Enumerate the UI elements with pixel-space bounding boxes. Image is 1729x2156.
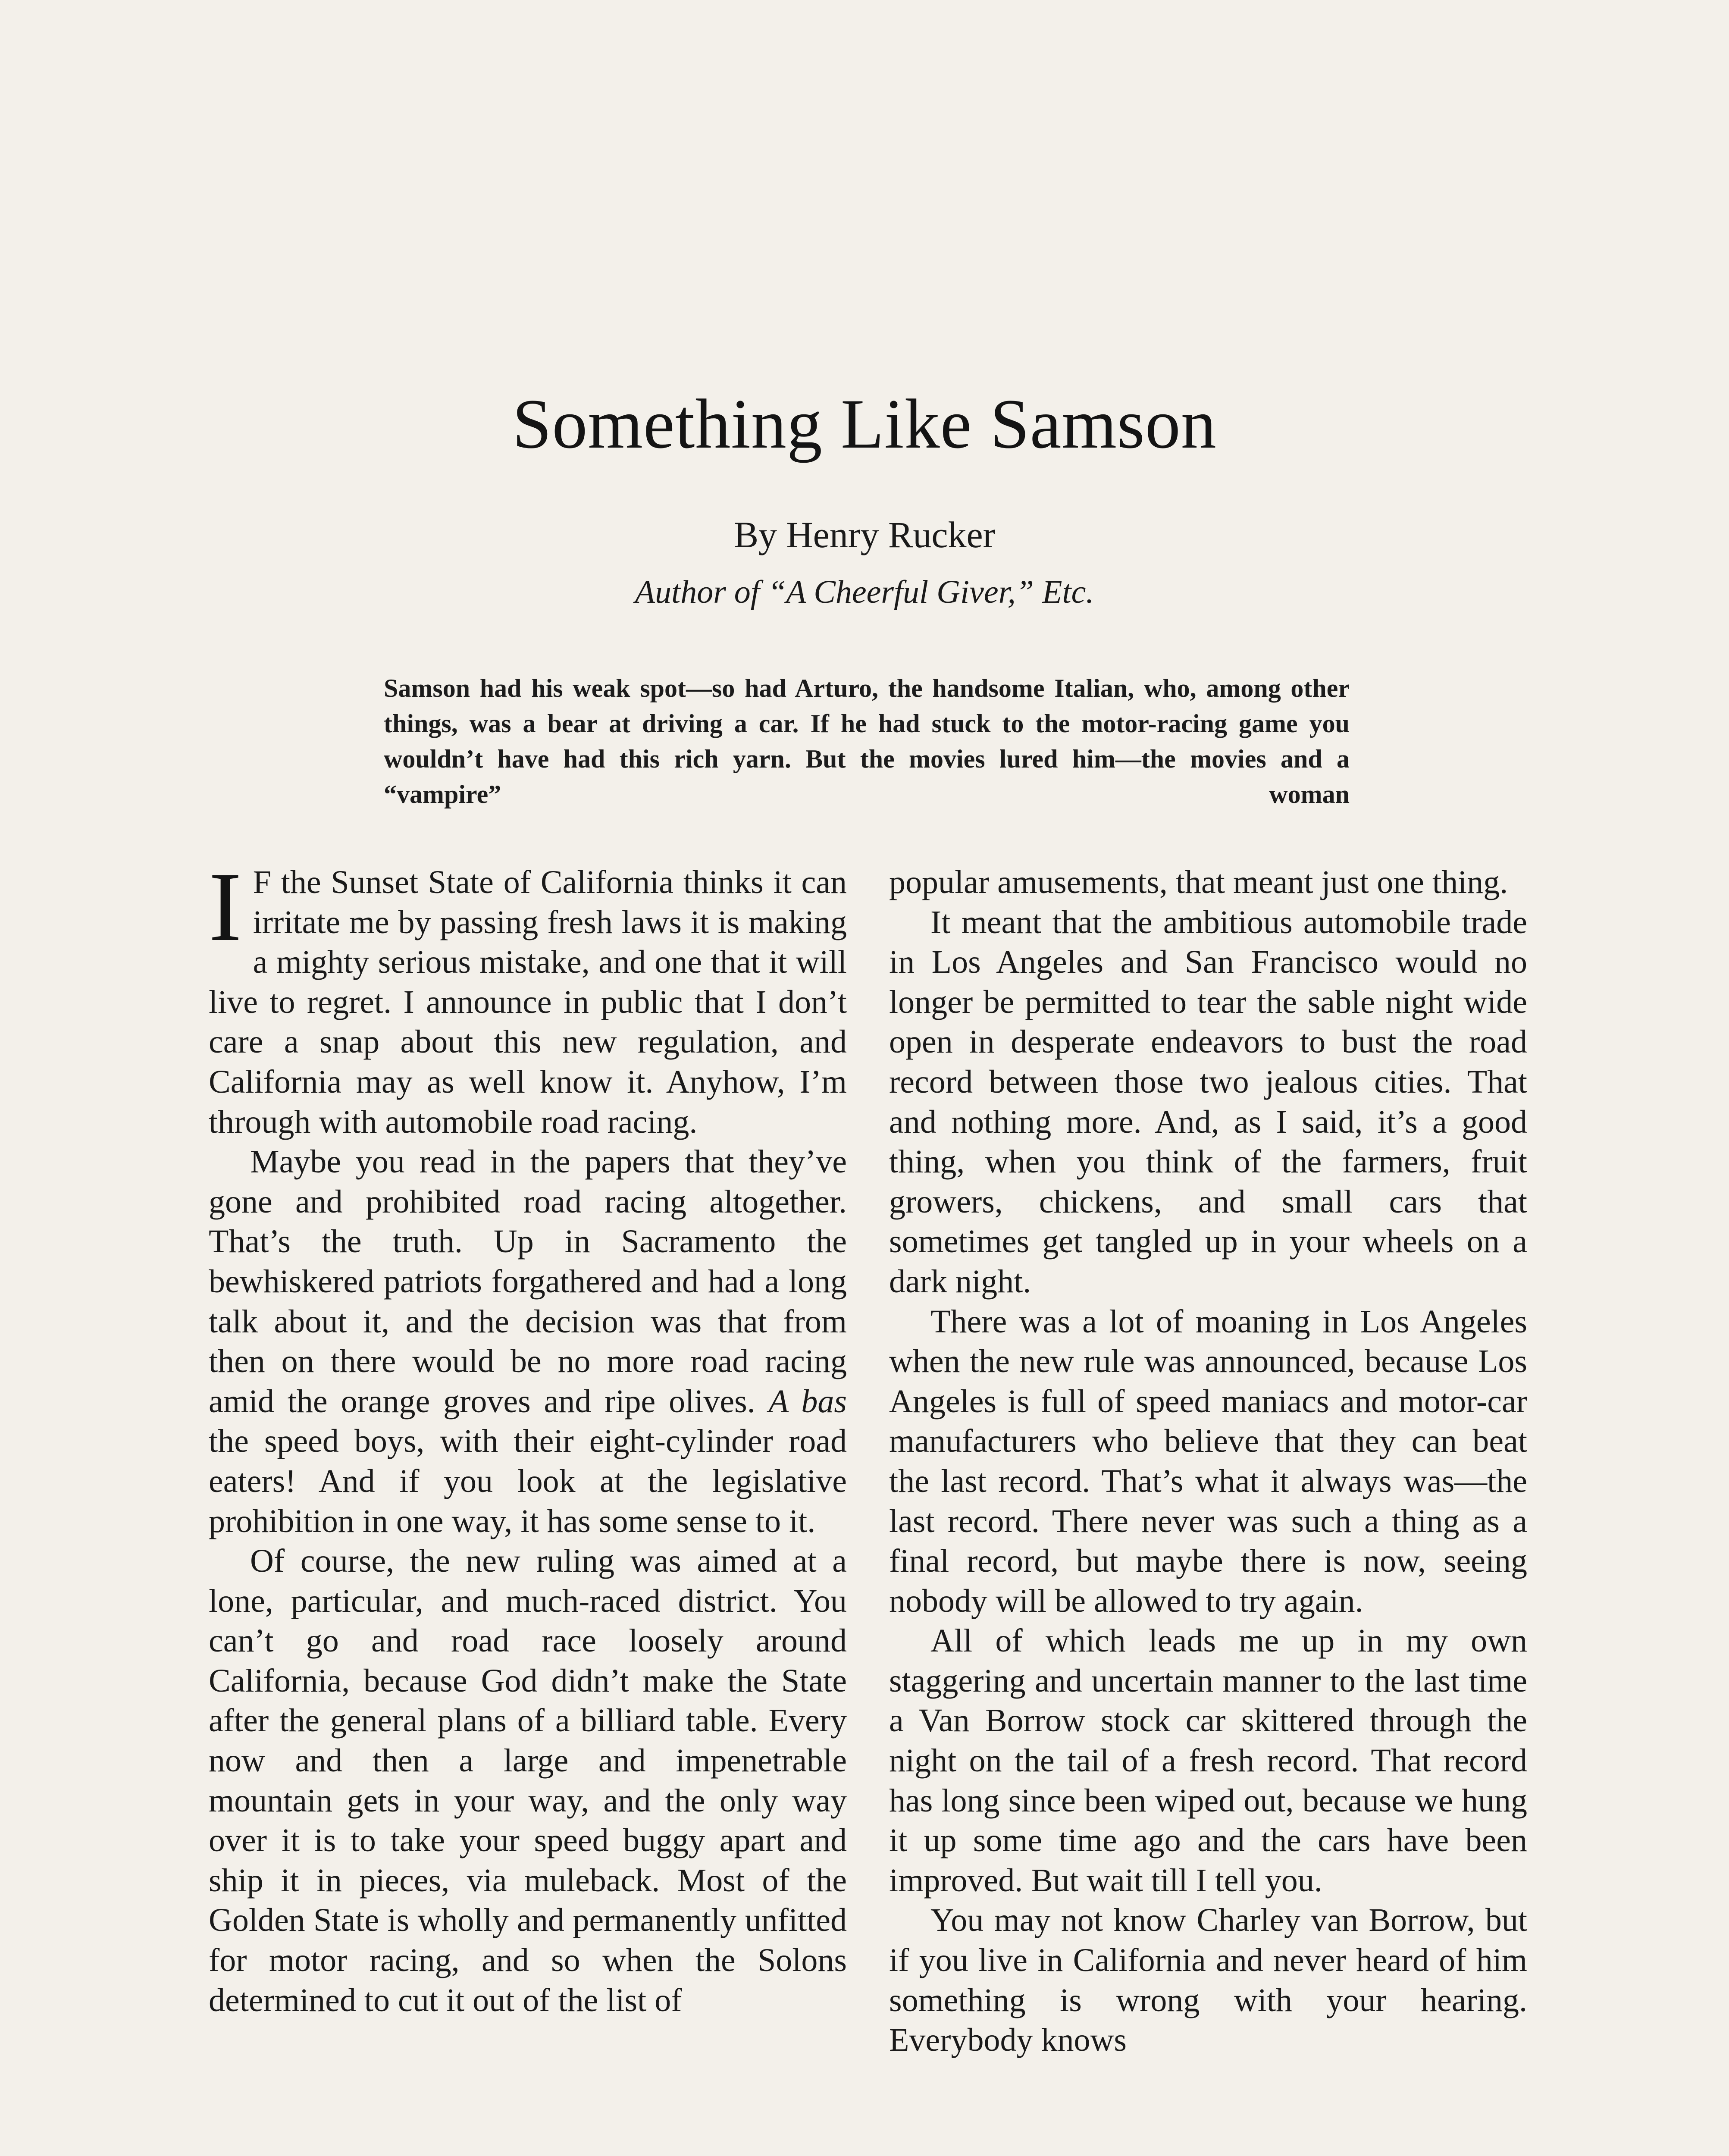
author-byline: By Henry Rucker: [733, 514, 996, 555]
right-column: [889, 862, 1527, 2060]
paragraph-4: popular amusements, that meant just one thing.: [889, 864, 1508, 900]
story-blurb: Samson had his weak spot—so had Arturo, the handsome Italian, who, among other things, was a bear at driving a car. If he had stuck to the motor-racing game you wouldn’t have had this rich yarn. But the movies lured him—the movies and a “vampire” woman: [384, 674, 1350, 808]
paragraph-1: [209, 852, 847, 1142]
paragraph-2: [209, 1142, 847, 1541]
author-credit: Author of “A Cheerful Giver,” Etc.: [635, 574, 1094, 610]
paragraph-2-text: Maybe you read in the papers that they’ve gone and prohibited road racing altogether. That’s the truth. Up in Sacramento the bewhiskered patriots forgathered and had a long talk about it, and the decision was that from then on there would be no more road racing amid the orange groves and ripe olives.: [209, 1144, 847, 1420]
drop-cap: I: [209, 852, 242, 962]
paragraph-1-text: F the Sunset State of California thinks it can irritate me by passing fresh laws it is making a mighty serious mistake, and one that it will live to regret. I announce in public that I don’t care a snap about this new regulation, and California may as well know it. Anyhow, I’m through with automobile road racing.: [209, 864, 847, 1140]
paragraph-8: You may not know Charley van Borrow, but if you live in California and never heard of him something is wrong with your hearing. Everybody knows: [889, 1902, 1527, 2059]
paragraph-3: Of course, the new ruling was aimed at a lone, particular, and much-raced district. You can’t go and road race loosely around California, because God didn’t make the State after the general plans of a billiard table. Every now and then a large and impenetrable mountain gets in your way, and the only way over it is to take your speed buggy apart and ship it in pieces, via muleback. Most of the Golden State is wholly and permanently unfitted for motor racing, and so when the Solons determined to cut it out of the list of: [209, 1543, 847, 2018]
paragraph-7: All of which leads me up in my own staggering and uncertain manner to the last time a Van Borrow stock car skittered through the night on the tail of a fresh record. That record has long since been wiped out, because we hung it up some time ago and the cars have been improved. But wait till I tell you.: [889, 1623, 1527, 1899]
paragraph-2-end: the speed boys, with their eight-cylinder road eaters! And if you look at the legislative prohibition in one way, it has some sense to it.: [209, 1423, 847, 1539]
story-title: Something Like Samson: [512, 385, 1217, 463]
paragraph-2-italic: A bas: [768, 1383, 847, 1420]
paragraph-6: There was a lot of moaning in Los Angeles when the new rule was announced, because Los Angeles is full of speed maniacs and motor-car manufacturers who believe that they can beat the last record. That’s what it always was—the last record. There never was such a thing as a final record, but maybe there is now, seeing nobody will be allowed to try again.: [889, 1303, 1527, 1619]
left-column: [209, 852, 847, 2020]
paragraph-5: It meant that the ambitious automobile trade in Los Angeles and San Francisco would no longer be permitted to tear the sable night wide open in desperate endeavors to bust the road record between those two jealous cities. That and nothing more. And, as I said, it’s a good thing, when you think of the farmers, fruit growers, chickens, and small cars that sometimes get tangled up in your wheels on a dark night.: [889, 904, 1527, 1300]
